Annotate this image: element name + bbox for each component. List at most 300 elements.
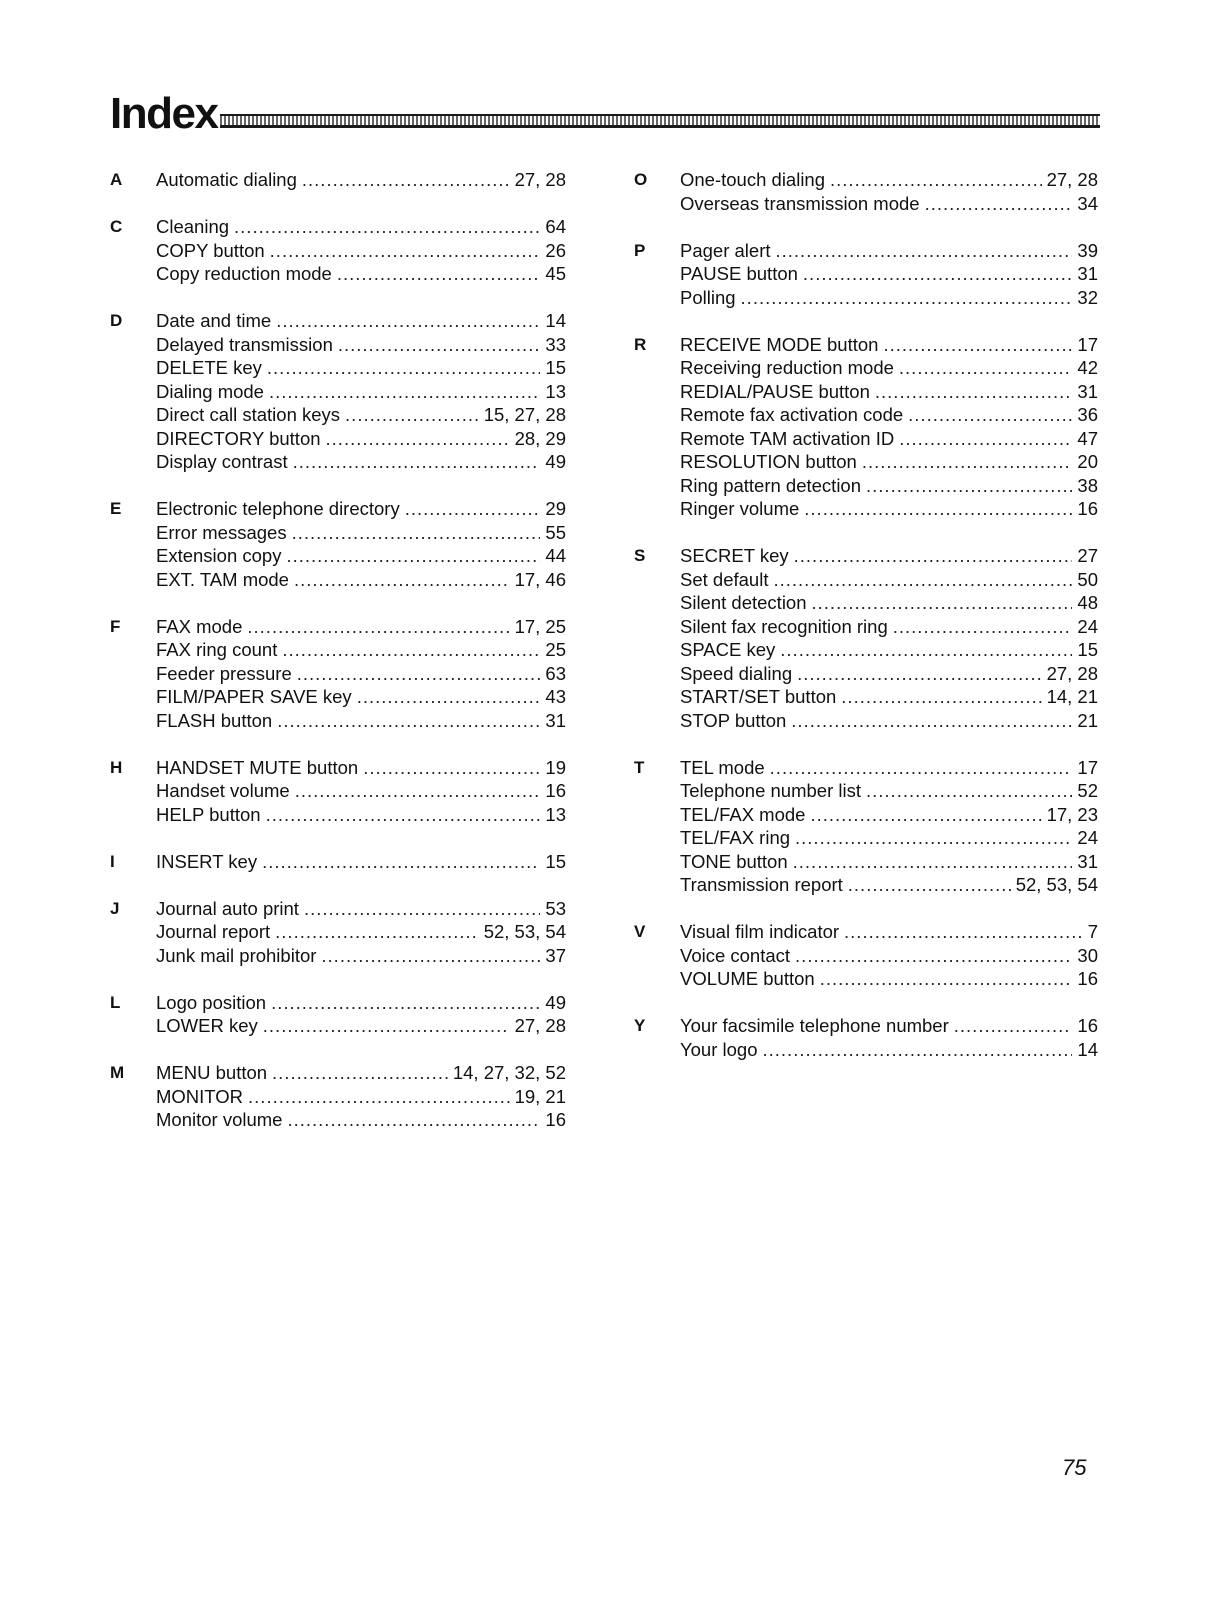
index-term: INSERT key (156, 850, 258, 872)
index-pages: 17 (1077, 333, 1098, 355)
dot-leader (803, 262, 1073, 286)
dot-leader (954, 1014, 1073, 1038)
index-entry (156, 380, 566, 404)
index-entry (156, 920, 566, 944)
index-term: STOP button (680, 709, 787, 731)
dot-leader (282, 638, 540, 662)
dot-leader (883, 333, 1072, 357)
index-column-left (110, 168, 566, 1155)
dot-leader (302, 168, 510, 192)
index-entries (156, 497, 566, 591)
index-entry (156, 403, 566, 427)
index-term: Set default (680, 568, 769, 590)
page-title: Index (110, 89, 218, 138)
index-term: SECRET key (680, 545, 789, 566)
index-pages: 14 (545, 310, 566, 331)
index-term: Visual film indicator (680, 921, 840, 942)
index-entry (680, 826, 1098, 850)
index-entry (156, 1014, 566, 1038)
index-term: Date and time (156, 310, 272, 331)
index-entry (156, 333, 566, 357)
index-entry (680, 333, 1098, 357)
index-pages: 38 (1077, 474, 1098, 496)
index-letter: H (110, 757, 123, 777)
index-entries (680, 1014, 1098, 1061)
index-entries (156, 615, 566, 733)
index-entries (156, 991, 566, 1038)
dot-leader (794, 544, 1073, 568)
index-entry (680, 1014, 1098, 1038)
index-letter: J (110, 898, 120, 918)
index-pages: 64 (545, 216, 566, 237)
index-entries (680, 756, 1098, 897)
index-pages: 44 (545, 545, 566, 566)
dot-leader (304, 897, 540, 921)
index-entry (680, 709, 1098, 733)
index-letter: I (110, 851, 115, 871)
index-term: Electronic telephone directory (156, 498, 400, 519)
index-entry (156, 1108, 566, 1132)
index-pages: 27, 28 (1046, 169, 1098, 190)
dot-leader (812, 591, 1073, 615)
index-entries (156, 309, 566, 474)
index-term: Monitor volume (156, 1109, 283, 1130)
index-letter: P (634, 240, 646, 260)
index-entries (156, 1061, 566, 1132)
page-header (110, 88, 1100, 148)
dot-leader (804, 497, 1072, 521)
index-pages: 7 (1087, 921, 1098, 942)
dot-leader (908, 403, 1072, 427)
index-entry (680, 544, 1098, 568)
dot-leader (295, 779, 541, 803)
index-entry (680, 850, 1098, 874)
dot-leader (893, 615, 1073, 639)
index-group-l (110, 991, 566, 1038)
index-entries (156, 756, 566, 827)
index-term: Speed dialing (680, 662, 793, 684)
dot-leader (269, 380, 540, 404)
dot-leader (773, 568, 1072, 592)
index-entry (156, 709, 566, 733)
index-pages: 24 (1077, 827, 1098, 848)
index-pages: 26 (545, 239, 566, 261)
index-pages: 15, 27, 28 (483, 404, 566, 425)
index-letter: O (634, 170, 648, 189)
index-term: Logo position (156, 991, 267, 1013)
index-entry (680, 356, 1098, 380)
index-letter: Y (634, 1016, 646, 1035)
index-entry (156, 638, 566, 662)
index-pages: 53 (545, 897, 566, 919)
dot-leader (338, 333, 541, 357)
index-term: FILM/PAPER SAVE key (156, 686, 352, 707)
dot-leader (247, 615, 509, 639)
index-pages: 16 (1077, 498, 1098, 519)
dot-leader (345, 403, 479, 427)
index-term: Ring pattern detection (680, 474, 862, 496)
index-pages: 49 (545, 451, 566, 472)
index-entry (156, 239, 566, 263)
index-group-s (634, 544, 1098, 732)
dot-leader (793, 850, 1073, 874)
index-entry (680, 474, 1098, 498)
index-entry (680, 262, 1098, 286)
index-pages: 36 (1077, 404, 1098, 425)
index-column-right (634, 168, 1098, 1085)
index-entry (680, 662, 1098, 686)
index-pages: 16 (1077, 968, 1098, 989)
dot-leader (848, 873, 1011, 897)
index-letter: E (110, 499, 122, 518)
index-pages: 55 (545, 521, 566, 543)
dot-leader (357, 685, 541, 709)
index-term: Error messages (156, 521, 287, 543)
index-term: RECEIVE MODE button (680, 333, 879, 355)
index-pages: 31 (1077, 850, 1098, 872)
index-pages: 27, 28 (514, 1015, 566, 1036)
dot-leader (797, 662, 1041, 686)
index-entry (156, 944, 566, 968)
dot-leader (899, 356, 1073, 380)
dot-leader (275, 920, 479, 944)
index-entries (156, 215, 566, 286)
index-group-j (110, 897, 566, 968)
index-pages: 17, 23 (1046, 803, 1098, 825)
index-entry (156, 544, 566, 568)
dot-leader (795, 944, 1072, 968)
index-entry (156, 662, 566, 686)
dot-leader (875, 380, 1073, 404)
dot-leader (286, 544, 540, 568)
index-entry (156, 1061, 566, 1085)
index-entry (156, 779, 566, 803)
index-term: DELETE key (156, 357, 262, 378)
dot-leader (262, 850, 540, 874)
index-term: Your logo (680, 1038, 758, 1060)
index-entry (156, 615, 566, 639)
index-group-o (634, 168, 1098, 215)
dot-leader (741, 286, 1073, 310)
index-pages: 63 (545, 662, 566, 684)
index-pages: 27, 28 (514, 169, 566, 190)
index-term: Junk mail prohibitor (156, 944, 317, 966)
index-entry (156, 450, 566, 474)
index-entry (680, 450, 1098, 474)
index-pages: 17, 46 (514, 568, 566, 590)
dot-leader (925, 192, 1073, 216)
index-pages: 30 (1077, 944, 1098, 966)
index-term: MENU button (156, 1062, 268, 1083)
index-term: FAX ring count (156, 639, 278, 660)
index-term: TEL/FAX ring (680, 827, 791, 848)
index-term: Copy reduction mode (156, 263, 332, 284)
index-pages: 31 (545, 709, 566, 731)
index-pages: 31 (1077, 380, 1098, 402)
index-entry (680, 239, 1098, 263)
dot-leader (293, 450, 541, 474)
dot-leader (248, 1085, 510, 1109)
index-letter: L (110, 992, 121, 1012)
dot-leader (321, 944, 540, 968)
index-pages: 31 (1077, 263, 1098, 284)
index-group-e (110, 497, 566, 591)
index-term: REDIAL/PAUSE button (680, 380, 870, 402)
index-entries (680, 333, 1098, 521)
index-group-h (110, 756, 566, 827)
index-pages: 52 (1077, 780, 1098, 801)
index-term: Automatic dialing (156, 169, 297, 190)
index-entry (680, 779, 1098, 803)
dot-leader (844, 920, 1083, 944)
index-entry (680, 615, 1098, 639)
index-pages: 50 (1077, 568, 1098, 590)
dot-leader (337, 262, 541, 286)
index-term: One-touch dialing (680, 169, 826, 190)
index-pages: 47 (1077, 427, 1098, 449)
index-pages: 37 (545, 944, 566, 966)
index-entry (156, 685, 566, 709)
index-term: Delayed transmission (156, 333, 333, 355)
index-term: Journal report (156, 921, 271, 942)
index-term: START/SET button (680, 686, 837, 707)
index-term: Display contrast (156, 451, 288, 472)
index-pages: 16 (545, 780, 566, 801)
index-group-y (634, 1014, 1098, 1061)
index-entries (156, 897, 566, 968)
dot-leader (830, 168, 1042, 192)
index-group-f (110, 615, 566, 733)
index-pages: 29 (545, 498, 566, 519)
index-term: TEL mode (680, 756, 765, 778)
index-letter: V (634, 922, 646, 941)
index-term: Ringer volume (680, 498, 800, 519)
index-entry (680, 403, 1098, 427)
dot-leader (267, 356, 541, 380)
index-term: HELP button (156, 803, 261, 825)
index-entry (156, 850, 566, 874)
dot-leader (234, 215, 540, 239)
index-letter: A (110, 170, 123, 189)
index-entry (680, 944, 1098, 968)
index-entry (156, 262, 566, 286)
index-pages: 39 (1077, 239, 1098, 261)
index-pages: 19 (545, 756, 566, 778)
index-pages: 32 (1077, 286, 1098, 308)
index-pages: 49 (545, 991, 566, 1013)
index-entry (680, 192, 1098, 216)
index-letter: C (110, 217, 123, 236)
dot-leader (266, 803, 541, 827)
dot-leader (791, 709, 1072, 733)
index-term: Polling (680, 286, 736, 308)
index-term: Silent fax recognition ring (680, 615, 888, 637)
index-entry (156, 215, 566, 239)
index-entry (156, 521, 566, 545)
index-entry (680, 920, 1098, 944)
index-entries (680, 544, 1098, 732)
index-pages: 14 (1077, 1038, 1098, 1060)
index-pages: 48 (1077, 592, 1098, 613)
index-group-d (110, 309, 566, 474)
dot-leader (776, 239, 1073, 263)
index-entry (680, 638, 1098, 662)
dot-leader (899, 427, 1072, 451)
index-entry (156, 803, 566, 827)
index-term: Receiving reduction mode (680, 357, 894, 378)
dot-leader (770, 756, 1073, 780)
index-entry (680, 756, 1098, 780)
dot-leader (263, 1014, 510, 1038)
dot-leader (294, 568, 510, 592)
dot-leader (272, 1061, 448, 1085)
index-group-t (634, 756, 1098, 897)
index-entry (680, 497, 1098, 521)
index-term: Feeder pressure (156, 662, 292, 684)
index-entries (680, 920, 1098, 991)
dot-leader (277, 709, 540, 733)
dot-leader (326, 427, 510, 451)
index-term: RESOLUTION button (680, 451, 857, 472)
index-entry (156, 897, 566, 921)
index-term: FAX mode (156, 615, 243, 637)
index-term: Journal auto print (156, 897, 299, 919)
index-entry (156, 1085, 566, 1109)
index-pages: 25 (545, 639, 566, 660)
index-entry (156, 991, 566, 1015)
index-pages: 20 (1077, 451, 1098, 472)
index-pages: 17 (1077, 756, 1098, 778)
index-entry (680, 967, 1098, 991)
index-pages: 15 (545, 850, 566, 872)
index-entry (680, 286, 1098, 310)
index-pages: 13 (545, 803, 566, 825)
dot-leader (276, 309, 540, 333)
index-entry (680, 1038, 1098, 1062)
index-term: COPY button (156, 239, 265, 261)
index-entries (680, 168, 1098, 215)
index-term: HANDSET MUTE button (156, 756, 359, 778)
index-pages: 28, 29 (514, 427, 566, 449)
index-term: DIRECTORY button (156, 427, 321, 449)
index-pages: 33 (545, 333, 566, 355)
dot-leader (287, 1108, 540, 1132)
index-pages: 45 (545, 263, 566, 284)
index-term: TONE button (680, 850, 788, 872)
index-term: EXT. TAM mode (156, 568, 289, 590)
index-entries (680, 239, 1098, 310)
index-group-m (110, 1061, 566, 1132)
index-entries (156, 850, 566, 874)
dot-leader (810, 803, 1041, 827)
index-letter: M (110, 1063, 125, 1082)
index-pages: 42 (1077, 357, 1098, 378)
index-pages: 21 (1077, 709, 1098, 731)
index-term: Telephone number list (680, 780, 861, 801)
index-term: Extension copy (156, 545, 282, 566)
index-entry (156, 356, 566, 380)
index-term: Remote TAM activation ID (680, 427, 895, 449)
dot-leader (820, 967, 1073, 991)
index-group-i (110, 850, 566, 874)
index-entry (680, 168, 1098, 192)
dot-leader (795, 826, 1072, 850)
index-pages: 27, 28 (1046, 662, 1098, 684)
index-term: MONITOR (156, 1085, 244, 1107)
index-term: VOLUME button (680, 968, 815, 989)
dot-leader (271, 991, 540, 1015)
dot-leader (780, 638, 1072, 662)
index-pages: 52, 53, 54 (1015, 874, 1098, 895)
index-term: Pager alert (680, 239, 771, 261)
index-entry (680, 568, 1098, 592)
index-term: Silent detection (680, 592, 807, 613)
index-entries (156, 168, 566, 192)
index-term: Voice contact (680, 944, 791, 966)
index-pages: 15 (1077, 639, 1098, 660)
index-entry (680, 803, 1098, 827)
index-term: TEL/FAX mode (680, 803, 806, 825)
index-letter: R (634, 334, 647, 354)
index-entry (156, 168, 566, 192)
dot-leader (297, 662, 541, 686)
index-group-r (634, 333, 1098, 521)
index-letter: T (634, 757, 645, 777)
index-entry (156, 427, 566, 451)
index-term: Handset volume (156, 780, 290, 801)
title-rule (220, 114, 1100, 128)
index-entry (680, 685, 1098, 709)
index-pages: 13 (545, 380, 566, 402)
index-term: PAUSE button (680, 263, 798, 284)
index-term: Remote fax activation code (680, 404, 904, 425)
index-pages: 24 (1077, 615, 1098, 637)
dot-leader (763, 1038, 1073, 1062)
dot-leader (866, 474, 1072, 498)
index-group-c (110, 215, 566, 286)
index-pages: 19, 21 (514, 1085, 566, 1107)
dot-leader (866, 779, 1072, 803)
index-term: FLASH button (156, 709, 273, 731)
index-letter: D (110, 311, 123, 330)
index-pages: 52, 53, 54 (483, 921, 566, 942)
index-pages: 14, 27, 32, 52 (452, 1062, 566, 1083)
index-entry (680, 873, 1098, 897)
index-term: LOWER key (156, 1015, 258, 1036)
dot-leader (270, 239, 541, 263)
index-group-a (110, 168, 566, 192)
index-pages: 43 (545, 686, 566, 707)
index-term: Transmission report (680, 874, 843, 895)
index-entry (156, 756, 566, 780)
dot-leader (292, 521, 541, 545)
index-entry (680, 380, 1098, 404)
index-term: Direct call station keys (156, 404, 341, 425)
index-pages: 14, 21 (1046, 686, 1098, 707)
dot-leader (405, 497, 541, 521)
index-term: SPACE key (680, 639, 776, 660)
dot-leader (841, 685, 1041, 709)
index-term: Cleaning (156, 216, 230, 237)
page-number: 75 (1062, 1455, 1087, 1480)
index-term: Overseas transmission mode (680, 192, 920, 214)
index-pages: 16 (545, 1109, 566, 1130)
index-entry (156, 568, 566, 592)
index-pages: 34 (1077, 192, 1098, 214)
index-letter: F (110, 616, 121, 636)
index-group-v (634, 920, 1098, 991)
dot-leader (862, 450, 1073, 474)
